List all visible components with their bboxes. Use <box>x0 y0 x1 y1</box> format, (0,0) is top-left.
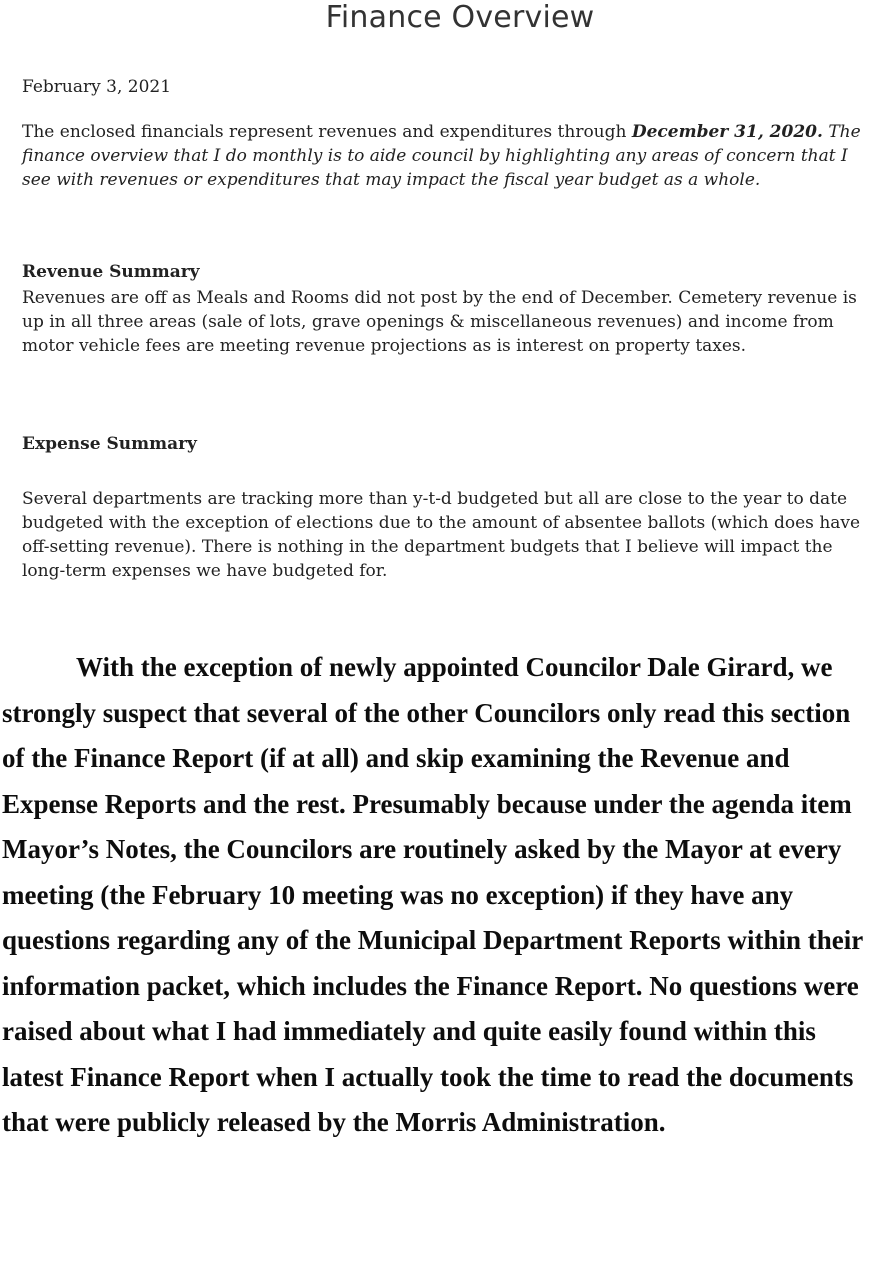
revenue-summary-heading: Revenue Summary <box>22 262 200 282</box>
expense-summary-text: Several departments are tracking more than y-t-d budgeted but all are close to the year to date budgeted with the exception of elections due to the amount of absentee ballots (which does have off-setting revenue). There is nothing in the department budgets that I believe will impact the long-term expenses we have budgeted for. <box>22 489 861 581</box>
commentary-text: With the exception of newly appointed Councilor Dale Girard, we strongly suspect that several of the other Councilors only read this section of the Finance Report (if at all) and skip examining the Revenue and Expense Reports and the rest. Presumably because under the agenda item Mayor’s Notes, the Councilors are routinely asked by the Mayor at every meeting (the February 10 meeting was no exception) if they have any questions regarding any of the Municipal Department Reports within their information packet, which includes the Finance Report. No questions were raised about what I had immediately and quite easily found within this latest Finance Report when I actually took the time to read the documents that were publicly released by the Morris Administration. <box>2 652 863 1137</box>
intro-lead: The enclosed financials represent revenues and expenditures through <box>22 122 627 142</box>
document-date: February 3, 2021 <box>22 77 172 97</box>
intro-date: December 31, 2020. <box>631 122 823 142</box>
intro-rest: The finance overview that I do monthly is to aide council by highlighting any areas of concern that I see with revenues or expenditures that may impact the fiscal year budget as a whole. <box>22 122 861 190</box>
intro-paragraph <box>22 120 872 192</box>
revenue-summary-text: Revenues are off as Meals and Rooms did not post by the end of December. Cemetery revenue is up in all three areas (sale of lots, grave openings & miscellaneous revenues) and income from motor vehicle fees are meeting revenue projections as is interest on property taxes. <box>22 288 857 356</box>
commentary-paragraph <box>2 645 878 1146</box>
expense-summary-heading: Expense Summary <box>22 434 197 454</box>
scanned-finance-overview <box>0 0 880 630</box>
document-title: Finance Overview <box>325 0 595 35</box>
